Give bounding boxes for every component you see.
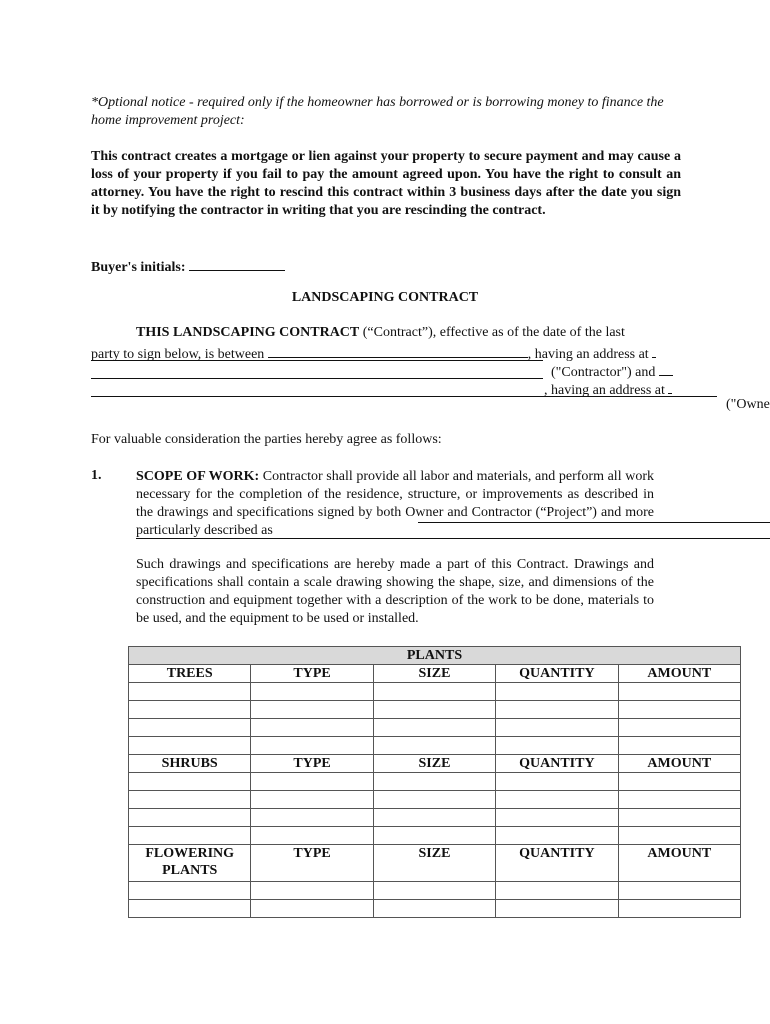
table-cell[interactable]	[496, 900, 618, 918]
table-cell[interactable]	[618, 701, 740, 719]
table-cell[interactable]	[618, 827, 740, 845]
table-row	[129, 773, 741, 791]
column-header: TYPE	[251, 755, 373, 773]
owner-address-field[interactable]	[91, 396, 717, 397]
intro-text: (“Contract”), effective as of the date of the last	[359, 325, 625, 340]
column-header: SHRUBS	[129, 755, 251, 773]
table-cell[interactable]	[373, 827, 495, 845]
table-cell[interactable]	[618, 773, 740, 791]
table-cell[interactable]	[251, 900, 373, 918]
table-cell[interactable]	[373, 719, 495, 737]
table-cell[interactable]	[496, 719, 618, 737]
table-cell[interactable]	[373, 809, 495, 827]
table-cell[interactable]	[496, 683, 618, 701]
column-header: TYPE	[251, 665, 373, 683]
blank	[668, 379, 672, 394]
table-cell[interactable]	[251, 719, 373, 737]
document-title: LANDSCAPING CONTRACT	[291, 290, 479, 305]
owner-name-field[interactable]	[91, 378, 543, 379]
table-cell[interactable]	[251, 773, 373, 791]
table-row	[129, 719, 741, 737]
table-row	[129, 683, 741, 701]
table-header-row	[129, 665, 741, 683]
table-cell[interactable]	[373, 882, 495, 900]
table-cell[interactable]	[129, 827, 251, 845]
table-cell[interactable]	[496, 701, 618, 719]
table-cell[interactable]	[251, 882, 373, 900]
table-cell[interactable]	[251, 737, 373, 755]
table-cell[interactable]	[496, 809, 618, 827]
table-cell[interactable]	[251, 827, 373, 845]
table-cell[interactable]	[129, 737, 251, 755]
intro-line-1	[136, 325, 625, 341]
scope-of-work	[136, 468, 654, 540]
contractor-label	[551, 361, 673, 381]
buyer-initials-field[interactable]	[189, 256, 285, 271]
agreement-statement: For valuable consideration the parties hereby agree as follows:	[91, 432, 442, 447]
column-header: QUANTITY	[496, 845, 618, 882]
optional-notice: *Optional notice - required only if the homeowner has borrowed or is borrowing money to finance the home improvement project:	[91, 95, 664, 128]
project-description-field-2[interactable]	[136, 538, 770, 539]
address-label-1: , having an address at	[527, 347, 649, 362]
table-cell[interactable]	[251, 683, 373, 701]
table-cell[interactable]	[618, 900, 740, 918]
table-cell[interactable]	[373, 773, 495, 791]
column-header: TREES	[129, 665, 251, 683]
contractor-name-field[interactable]	[268, 343, 528, 358]
scope-text: Contractor shall provide all labor and materials, and perform all work necessary for the completion of the residence, structure, or improvements as described in the drawings and specifications signed by both Owner and Contractor (“Project”) and more particularly described as	[136, 469, 654, 538]
column-header: SIZE	[373, 665, 495, 683]
table-cell[interactable]	[129, 791, 251, 809]
column-header: AMOUNT	[618, 845, 740, 882]
project-description-field[interactable]	[418, 522, 770, 523]
table-cell[interactable]	[129, 900, 251, 918]
column-header: SIZE	[373, 755, 495, 773]
column-header: QUANTITY	[496, 755, 618, 773]
buyer-initials-label: Buyer's initials:	[91, 260, 186, 275]
column-header: FLOWERING PLANTS	[129, 845, 251, 882]
table-cell[interactable]	[618, 719, 740, 737]
table-cell[interactable]	[129, 809, 251, 827]
table-cell[interactable]	[496, 737, 618, 755]
column-header: AMOUNT	[618, 755, 740, 773]
table-cell[interactable]	[373, 737, 495, 755]
table-row	[129, 882, 741, 900]
table-row	[129, 900, 741, 918]
table-header-row	[129, 845, 741, 882]
table-cell[interactable]	[618, 683, 740, 701]
table-cell[interactable]	[251, 791, 373, 809]
intro-bold: THIS LANDSCAPING CONTRACT	[136, 325, 360, 340]
table-cell[interactable]	[129, 882, 251, 900]
column-header: SIZE	[373, 845, 495, 882]
table-row	[129, 827, 741, 845]
contractor-address-field[interactable]	[91, 360, 543, 361]
table-row	[129, 809, 741, 827]
table-cell[interactable]	[618, 791, 740, 809]
table-cell[interactable]	[618, 737, 740, 755]
rescission-warning: This contract creates a mortgage or lien against your property to secure payment and may cause a loss of your property if you fail to pay the amount agreed upon. You have the right to consult an attorney. You have the right to rescind this contract within 3 business days after the date you sign it by notifying the contractor in writing that you are rescinding the contract.	[91, 149, 681, 218]
table-cell[interactable]	[129, 719, 251, 737]
blank	[652, 343, 656, 358]
table-row	[129, 737, 741, 755]
table-row	[129, 701, 741, 719]
table-cell[interactable]	[373, 900, 495, 918]
table-cell[interactable]	[373, 683, 495, 701]
table-cell[interactable]	[496, 882, 618, 900]
table-cell[interactable]	[618, 809, 740, 827]
table-cell[interactable]	[129, 683, 251, 701]
table-cell[interactable]	[496, 827, 618, 845]
column-header: AMOUNT	[618, 665, 740, 683]
scope-heading: SCOPE OF WORK:	[136, 469, 260, 484]
table-cell[interactable]	[129, 773, 251, 791]
address-label-2: , having an address at	[544, 383, 665, 398]
table-cell[interactable]	[496, 773, 618, 791]
contractor-label-text: ("Contractor") and	[551, 365, 656, 380]
table-cell[interactable]	[618, 882, 740, 900]
column-header: QUANTITY	[496, 665, 618, 683]
blank	[659, 361, 673, 376]
buyer-initials	[91, 256, 285, 276]
table-row	[129, 791, 741, 809]
plants-table	[128, 646, 741, 918]
column-header: TYPE	[251, 845, 373, 882]
table-cell[interactable]	[373, 701, 495, 719]
section-number: 1.	[91, 468, 102, 483]
table-cell[interactable]	[496, 791, 618, 809]
intro-line-2: party to sign below, is between , having an address at	[91, 343, 656, 363]
table-cell[interactable]	[251, 809, 373, 827]
plants-caption: PLANTS	[129, 647, 741, 665]
table-header-row	[129, 755, 741, 773]
specifications-text: Such drawings and specifications are hereby made a part of this Contract. Drawings and specifications shall contain a scale drawing showing the shape, size, and dimensions of the construction and equipment together with a description of the work to be done, materials to be used, and the equipment to be used or installed.	[136, 557, 654, 626]
table-cell[interactable]	[373, 791, 495, 809]
table-cell[interactable]	[251, 701, 373, 719]
table-cell[interactable]	[129, 701, 251, 719]
owner-label: ("Owne	[726, 397, 770, 412]
